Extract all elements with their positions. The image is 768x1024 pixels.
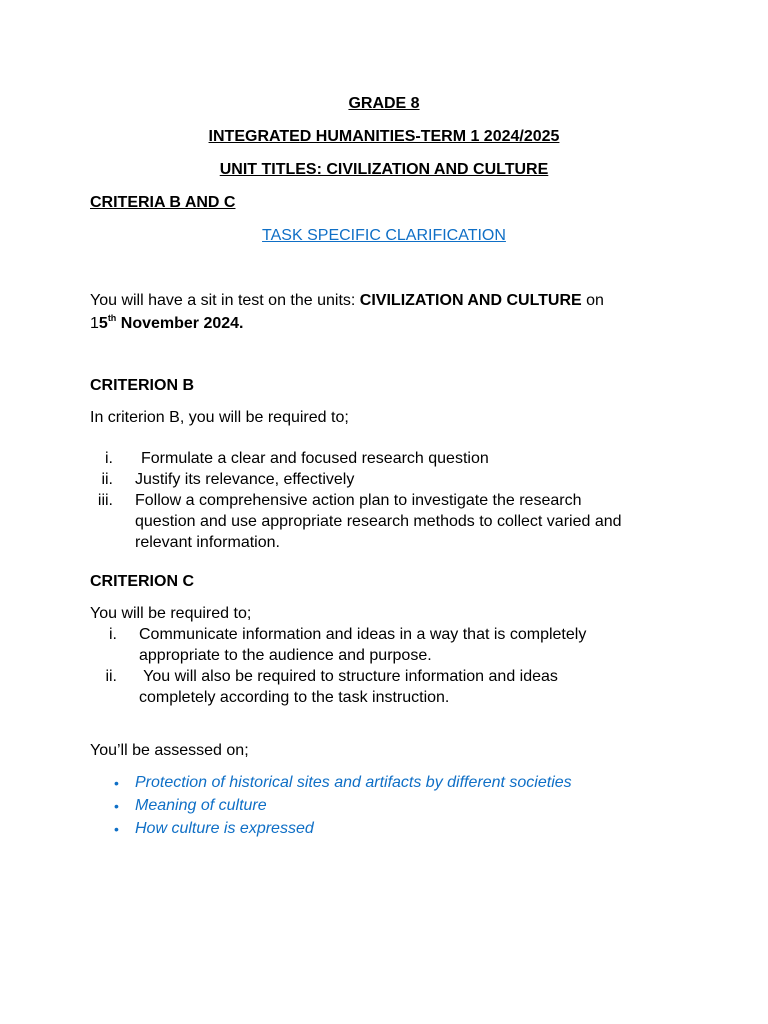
bullet-icon: • xyxy=(114,821,119,837)
date-superscript: th xyxy=(107,313,117,323)
list-item-continuation: relevant information. xyxy=(135,534,280,551)
criterion-b-heading: CRITERION B xyxy=(90,377,194,394)
list-number: iii. xyxy=(97,492,113,509)
date-prefix: 1 xyxy=(90,315,99,332)
assessment-topic: How culture is expressed xyxy=(135,820,314,837)
criterion-b-intro: In criterion B, you will be required to; xyxy=(90,409,349,426)
assessment-topic: Protection of historical sites and artifacts by different societies xyxy=(135,774,572,791)
assessment-intro: You’ll be assessed on; xyxy=(90,742,249,759)
task-clarification-link[interactable]: TASK SPECIFIC CLARIFICATION xyxy=(262,227,506,244)
criterion-c-intro: You will be required to; xyxy=(90,605,252,622)
criterion-c-heading: CRITERION C xyxy=(90,573,194,590)
list-item: Formulate a clear and focused research question xyxy=(141,450,489,467)
list-item: Follow a comprehensive action plan to investigate the research xyxy=(135,492,582,509)
criteria-heading: CRITERIA B AND C xyxy=(90,194,236,211)
intro-line-1 xyxy=(90,291,604,311)
unit-titles-heading: UNIT TITLES: CIVILIZATION AND CULTURE xyxy=(219,161,549,178)
bullet-icon: • xyxy=(114,775,119,791)
intro-text-before: You will have a sit in test on the units: xyxy=(90,292,360,309)
date-rest: November 2024. xyxy=(116,315,244,332)
list-item-continuation: completely according to the task instruction. xyxy=(139,689,450,706)
intro-text-after: on xyxy=(581,292,604,309)
list-item: You will also be required to structure information and ideas xyxy=(139,668,558,685)
assessment-topic: Meaning of culture xyxy=(135,797,267,814)
intro-units: CIVILIZATION AND CULTURE xyxy=(359,292,582,309)
list-item-continuation: appropriate to the audience and purpose. xyxy=(139,647,432,664)
list-number: ii. xyxy=(101,471,113,488)
intro-line-2 xyxy=(90,314,244,334)
list-item: Communicate information and ideas in a way that is completely xyxy=(139,626,587,643)
date-number: 5 xyxy=(98,315,108,332)
bullet-icon: • xyxy=(114,798,119,814)
list-item-continuation: question and use appropriate research methods to collect varied and xyxy=(135,513,622,530)
list-item: Justify its relevance, effectively xyxy=(135,471,355,488)
subject-heading: INTEGRATED HUMANITIES-TERM 1 2024/2025 xyxy=(208,128,560,145)
list-number: i. xyxy=(109,626,117,643)
grade-heading: GRADE 8 xyxy=(348,95,420,112)
list-number: i. xyxy=(105,450,113,467)
list-number: ii. xyxy=(105,668,117,685)
